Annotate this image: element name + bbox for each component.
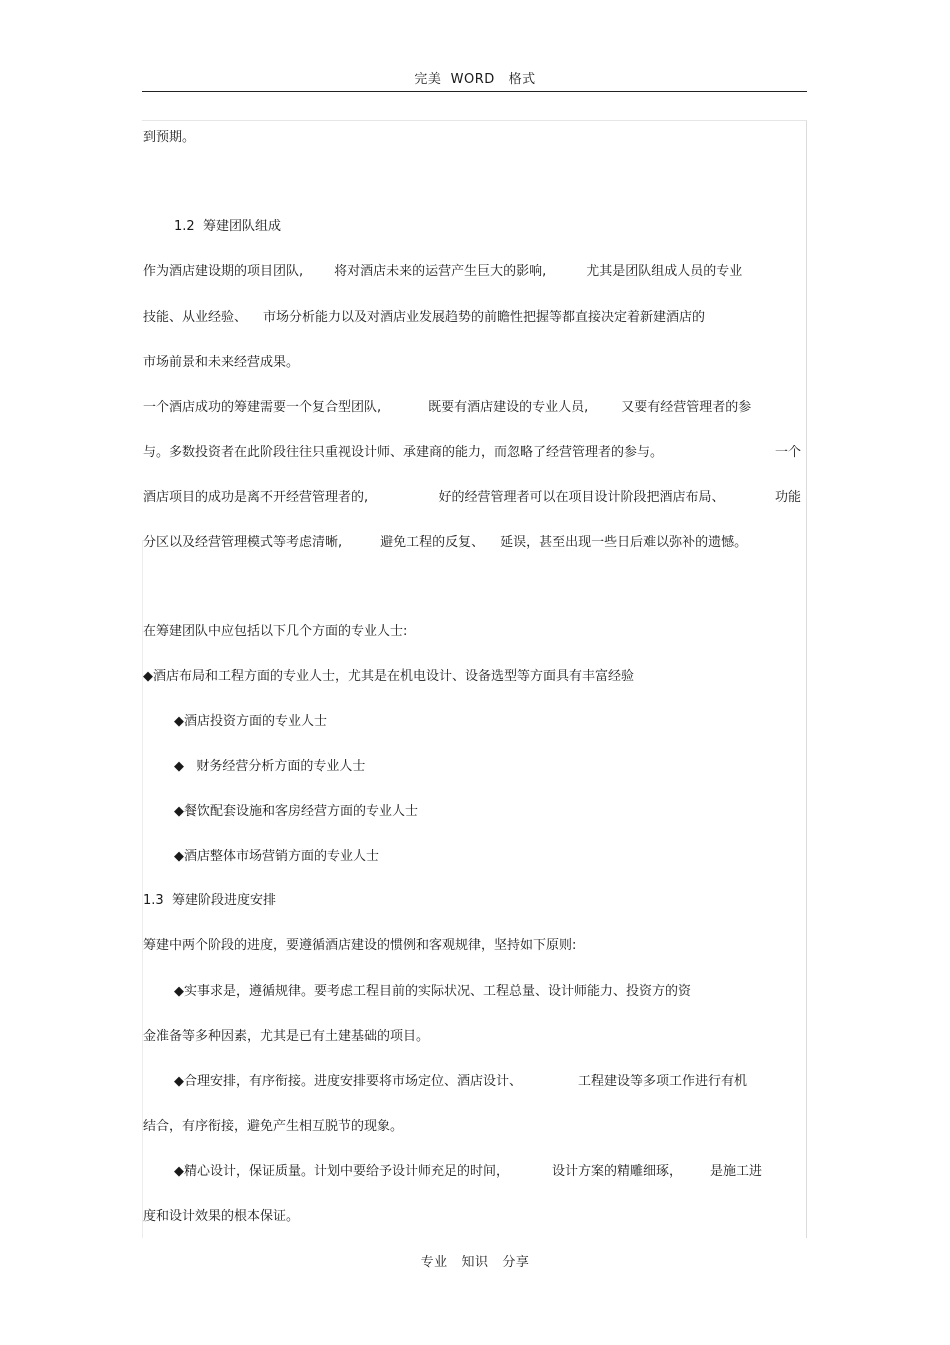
paragraph-line (143, 309, 705, 327)
text-segment: ◆合理安排，有序衔接。进度安排要将市场定位、酒店设计、 (174, 1074, 522, 1089)
text-segment: 又要有经营管理者的参 (621, 400, 752, 415)
paragraph-line: 筹建中两个阶段的进度，要遵循酒店建设的惯例和客观规律，坚持如下原则: (143, 938, 577, 953)
paragraph-line (143, 489, 801, 507)
page-footer: 专业 知识 分享 (420, 1255, 530, 1270)
text-segment: 市场分析能力以及对酒店业发展趋势的前瞻性把握等都直接决定着新建酒店的 (263, 310, 706, 325)
bullet-item: ◆ 财务经营分析方面的专业人士 (174, 759, 366, 774)
text-segment: 既要有酒店建设的专业人员, (428, 400, 589, 415)
text-segment: 好的经营管理者可以在项目设计阶段把酒店布局、 (438, 490, 725, 505)
bullet-item: ◆餐饮配套设施和客房经营方面的专业人士 (174, 804, 418, 819)
bullet-item: ◆酒店整体市场营销方面的专业人士 (174, 849, 379, 864)
text-segment: 作为酒店建设期的项目团队, (143, 264, 304, 279)
text-segment: 功能 (774, 490, 801, 505)
paragraph-line: 在筹建团队中应包括以下几个方面的专业人士: (143, 624, 408, 639)
bullet-item: ◆酒店布局和工程方面的专业人士，尤其是在机电设计、设备选型等方面具有丰富经验 (143, 669, 634, 684)
text-segment: 工程建设等多项工作进行有机 (578, 1074, 748, 1089)
text-segment: ◆精心设计，保证质量。计划中要给予设计师充足的时间， (174, 1164, 509, 1179)
page-header: 完美 WORD 格式 (414, 72, 536, 87)
paragraph-line: 市场前景和未来经营成果。 (143, 355, 300, 370)
text-segment: 尤其是团队组成人员的专业 (586, 264, 743, 279)
section-heading: 1.2 筹建团队组成 (174, 219, 281, 234)
text-segment: 技能、从业经验、 (143, 310, 248, 325)
text-segment: 一个 (774, 445, 801, 460)
text-segment: 酒店项目的成功是离不开经营管理者的, (143, 490, 369, 505)
text-segment: 是施工进 (710, 1164, 763, 1179)
text-segment: 将对酒店未来的运营产生巨大的影响, (334, 264, 547, 279)
bullet-item (174, 1073, 747, 1091)
section-heading: 1.3 筹建阶段进度安排 (143, 893, 276, 908)
paragraph-line: 金准备等多种因素，尤其是已有土建基础的项目。 (143, 1029, 430, 1044)
paragraph-line (143, 263, 783, 281)
bullet-item (174, 1163, 762, 1181)
text-segment: 设计方案的精雕细琢， (552, 1164, 683, 1179)
paragraph-line (143, 399, 751, 417)
text-segment: 延误，甚至出现一些日后难以弥补的遗憾。 (500, 535, 748, 550)
text-segment: 一个酒店成功的筹建需要一个复合型团队, (143, 400, 382, 415)
header-rule (142, 91, 807, 92)
paragraph-line: 结合，有序衔接，避免产生相互脱节的现象。 (143, 1119, 404, 1134)
bullet-item: ◆酒店投资方面的专业人士 (174, 714, 327, 729)
paragraph-line (143, 444, 801, 462)
paragraph-line (143, 534, 747, 552)
text-segment: 与。多数投资者在此阶段往往只重视设计师、承建商的能力，而忽略了经营管理者的参与。 (143, 445, 664, 460)
text-segment: 避免工程的反复、 (380, 535, 485, 550)
text-segment: 分区以及经营管理模式等考虑清晰, (143, 535, 343, 550)
bullet-item: ◆实事求是，遵循规律。要考虑工程目前的实际状况、工程总量、设计师能力、投资方的资 (174, 984, 691, 999)
paragraph-line: 到预期。 (143, 130, 196, 145)
paragraph-line: 度和设计效果的根本保证。 (143, 1209, 300, 1224)
